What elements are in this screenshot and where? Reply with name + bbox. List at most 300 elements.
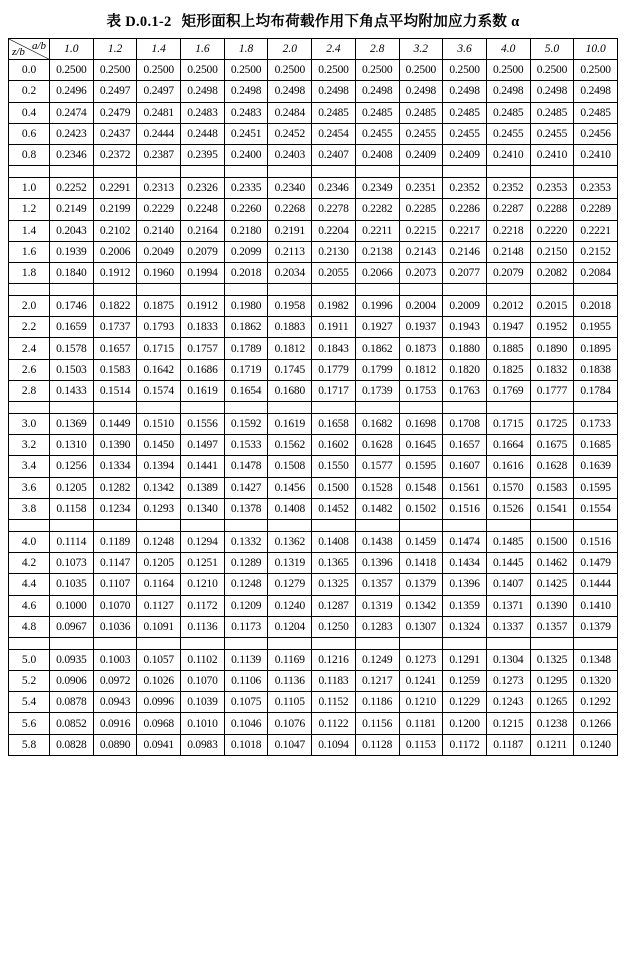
table-cell: 0.1240: [268, 595, 312, 616]
table-cell: 0.1234: [93, 498, 137, 519]
spacer-cell: [9, 166, 50, 178]
table-cell: 0.2498: [443, 81, 487, 102]
table-cell: 0.2043: [50, 220, 94, 241]
table-cell: 0.2455: [486, 123, 530, 144]
table-cell: 0.2149: [50, 199, 94, 220]
row-header: 0.8: [9, 144, 50, 165]
table-cell: 0.2500: [268, 60, 312, 81]
table-cell: 0.2444: [137, 123, 181, 144]
spacer-cell: [268, 637, 312, 649]
table-cell: 0.2346: [312, 178, 356, 199]
table-cell: 0.1251: [181, 553, 225, 574]
table-cell: 0.1425: [530, 574, 574, 595]
spacer-cell: [355, 637, 399, 649]
table-cell: 0.1763: [443, 380, 487, 401]
table-cell: 0.2485: [530, 102, 574, 123]
spacer-cell: [443, 166, 487, 178]
table-cell: 0.1717: [312, 380, 356, 401]
table-cell: 0.2164: [181, 220, 225, 241]
table-cell: 0.1812: [268, 338, 312, 359]
table-row: [9, 81, 618, 102]
table-cell: 0.1289: [224, 553, 268, 574]
table-cell: 0.1438: [355, 531, 399, 552]
table-cell: 0.2498: [181, 81, 225, 102]
table-cell: 0.1293: [137, 498, 181, 519]
table-cell: 0.1200: [443, 713, 487, 734]
spacer-cell: [9, 402, 50, 414]
table-cell: 0.1394: [137, 456, 181, 477]
table-cell: 0.1777: [530, 380, 574, 401]
table-cell: 0.1183: [312, 671, 356, 692]
spacer-cell: [399, 166, 443, 178]
table-cell: 0.0890: [93, 734, 137, 755]
table-cell: 0.1070: [181, 671, 225, 692]
table-cell: 0.1266: [574, 713, 618, 734]
spacer-cell: [486, 402, 530, 414]
table-cell: 0.1459: [399, 531, 443, 552]
spacer-cell: [50, 166, 94, 178]
table-cell: 0.1719: [224, 359, 268, 380]
table-cell: 0.1769: [486, 380, 530, 401]
table-cell: 0.1583: [93, 359, 137, 380]
column-header: 3.2: [399, 39, 443, 60]
table-cell: 0.1408: [312, 531, 356, 552]
table-cell: 0.2079: [181, 241, 225, 262]
table-cell: 0.2437: [93, 123, 137, 144]
table-row: [9, 477, 618, 498]
table-cell: 0.1616: [486, 456, 530, 477]
group-spacer-row: [9, 166, 618, 178]
table-cell: 0.1434: [443, 553, 487, 574]
spacer-cell: [574, 637, 618, 649]
table-cell: 0.2455: [355, 123, 399, 144]
table-cell: 0.2191: [268, 220, 312, 241]
table-head: [9, 39, 618, 60]
table-cell: 0.1739: [355, 380, 399, 401]
spacer-cell: [530, 284, 574, 296]
table-cell: 0.1153: [399, 734, 443, 755]
table-cell: 0.1958: [268, 296, 312, 317]
table-cell: 0.1583: [530, 477, 574, 498]
spacer-cell: [50, 519, 94, 531]
table-cell: 0.2004: [399, 296, 443, 317]
table-cell: 0.0967: [50, 616, 94, 637]
table-row: [9, 262, 618, 283]
table-cell: 0.1158: [50, 498, 94, 519]
table-cell: 0.1369: [50, 414, 94, 435]
table-cell: 0.2006: [93, 241, 137, 262]
table-cell: 0.2218: [486, 220, 530, 241]
table-cell: 0.1173: [224, 616, 268, 637]
table-cell: 0.1577: [355, 456, 399, 477]
table-cell: 0.1937: [399, 317, 443, 338]
table-row: [9, 456, 618, 477]
table-cell: 0.1843: [312, 338, 356, 359]
table-cell: 0.2146: [443, 241, 487, 262]
table-cell: 0.1102: [181, 649, 225, 670]
table-cell: 0.1325: [530, 649, 574, 670]
table-cell: 0.1186: [355, 692, 399, 713]
table-row: [9, 199, 618, 220]
table-cell: 0.1686: [181, 359, 225, 380]
spacer-cell: [137, 284, 181, 296]
table-cell: 0.1996: [355, 296, 399, 317]
table-cell: 0.1229: [443, 692, 487, 713]
table-cell: 0.1832: [530, 359, 574, 380]
table-cell: 0.1445: [486, 553, 530, 574]
table-cell: 0.2015: [530, 296, 574, 317]
table-cell: 0.1342: [137, 477, 181, 498]
spacer-cell: [486, 519, 530, 531]
table-cell: 0.0852: [50, 713, 94, 734]
table-cell: 0.2286: [443, 199, 487, 220]
table-cell: 0.2082: [530, 262, 574, 283]
table-cell: 0.1708: [443, 414, 487, 435]
table-cell: 0.0828: [50, 734, 94, 755]
table-row: [9, 671, 618, 692]
spacer-cell: [93, 637, 137, 649]
table-cell: 0.2500: [574, 60, 618, 81]
table-cell: 0.1657: [93, 338, 137, 359]
table-cell: 0.1000: [50, 595, 94, 616]
table-cell: 0.1076: [268, 713, 312, 734]
table-cell: 0.1554: [574, 498, 618, 519]
row-header: 5.2: [9, 671, 50, 692]
table-cell: 0.2409: [399, 144, 443, 165]
table-cell: 0.1378: [224, 498, 268, 519]
table-cell: 0.1479: [574, 553, 618, 574]
table-cell: 0.2099: [224, 241, 268, 262]
table-cell: 0.1205: [50, 477, 94, 498]
table-cell: 0.1211: [530, 734, 574, 755]
table-cell: 0.1745: [268, 359, 312, 380]
column-header: 5.0: [530, 39, 574, 60]
table-cell: 0.2455: [399, 123, 443, 144]
table-cell: 0.2500: [530, 60, 574, 81]
table-cell: 0.1026: [137, 671, 181, 692]
spacer-cell: [224, 166, 268, 178]
table-cell: 0.1156: [355, 713, 399, 734]
table-cell: 0.2456: [574, 123, 618, 144]
spacer-cell: [486, 637, 530, 649]
spacer-cell: [530, 519, 574, 531]
table-cell: 0.2483: [224, 102, 268, 123]
table-cell: 0.1619: [181, 380, 225, 401]
column-header: 2.8: [355, 39, 399, 60]
table-row: [9, 498, 618, 519]
table-row: [9, 178, 618, 199]
table-cell: 0.1685: [574, 435, 618, 456]
table-cell: 0.2448: [181, 123, 225, 144]
spacer-cell: [50, 637, 94, 649]
table-cell: 0.2484: [268, 102, 312, 123]
column-header: 2.4: [312, 39, 356, 60]
table-cell: 0.1379: [399, 574, 443, 595]
spacer-cell: [224, 519, 268, 531]
table-cell: 0.1047: [268, 734, 312, 755]
table-cell: 0.1880: [443, 338, 487, 359]
table-cell: 0.1365: [312, 553, 356, 574]
table-cell: 0.1256: [50, 456, 94, 477]
table-cell: 0.2252: [50, 178, 94, 199]
spacer-cell: [268, 284, 312, 296]
table-cell: 0.1187: [486, 734, 530, 755]
table-cell: 0.1514: [93, 380, 137, 401]
table-cell: 0.1789: [224, 338, 268, 359]
spacer-cell: [181, 637, 225, 649]
column-header: 1.2: [93, 39, 137, 60]
table-cell: 0.1010: [181, 713, 225, 734]
row-header: 2.6: [9, 359, 50, 380]
table-cell: 0.2152: [574, 241, 618, 262]
table-cell: 0.1332: [224, 531, 268, 552]
table-row: [9, 380, 618, 401]
spacer-cell: [530, 166, 574, 178]
table-cell: 0.2408: [355, 144, 399, 165]
table-cell: 0.2485: [355, 102, 399, 123]
table-cell: 0.1550: [312, 456, 356, 477]
table-cell: 0.1497: [181, 435, 225, 456]
spacer-cell: [181, 402, 225, 414]
table-cell: 0.1036: [93, 616, 137, 637]
table-cell: 0.1482: [355, 498, 399, 519]
table-cell: 0.1294: [181, 531, 225, 552]
table-row: [9, 649, 618, 670]
table-cell: 0.2211: [355, 220, 399, 241]
table-row: [9, 713, 618, 734]
spacer-cell: [181, 284, 225, 296]
row-header: 4.6: [9, 595, 50, 616]
table-cell: 0.2497: [93, 81, 137, 102]
table-cell: 0.0968: [137, 713, 181, 734]
table-cell: 0.1003: [93, 649, 137, 670]
spacer-cell: [137, 637, 181, 649]
spacer-cell: [574, 519, 618, 531]
table-cell: 0.1862: [224, 317, 268, 338]
table-cell: 0.2066: [355, 262, 399, 283]
table-cell: 0.1444: [574, 574, 618, 595]
table-cell: 0.2217: [443, 220, 487, 241]
spacer-cell: [181, 166, 225, 178]
axis-label-ab: a/b: [31, 40, 46, 52]
table-cell: 0.1342: [399, 595, 443, 616]
table-cell: 0.1883: [268, 317, 312, 338]
table-cell: 0.2483: [181, 102, 225, 123]
table-row: [9, 317, 618, 338]
table-cell: 0.1657: [443, 435, 487, 456]
table-cell: 0.1779: [312, 359, 356, 380]
table-cell: 0.1725: [530, 414, 574, 435]
table-cell: 0.2498: [355, 81, 399, 102]
table-body: [9, 60, 618, 756]
table-cell: 0.1390: [93, 435, 137, 456]
table-cell: 0.1389: [181, 477, 225, 498]
table-cell: 0.2452: [268, 123, 312, 144]
table-cell: 0.1548: [399, 477, 443, 498]
row-header: 4.2: [9, 553, 50, 574]
table-cell: 0.2287: [486, 199, 530, 220]
table-cell: 0.1396: [355, 553, 399, 574]
table-cell: 0.1528: [355, 477, 399, 498]
table-cell: 0.1733: [574, 414, 618, 435]
table-cell: 0.1561: [443, 477, 487, 498]
table-cell: 0.2215: [399, 220, 443, 241]
table-cell: 0.1526: [486, 498, 530, 519]
table-cell: 0.1418: [399, 553, 443, 574]
table-cell: 0.2423: [50, 123, 94, 144]
table-cell: 0.2500: [50, 60, 94, 81]
table-cell: 0.2485: [399, 102, 443, 123]
spacer-cell: [312, 284, 356, 296]
table-cell: 0.1105: [268, 692, 312, 713]
table-row: [9, 553, 618, 574]
table-cell: 0.2102: [93, 220, 137, 241]
table-cell: 0.2326: [181, 178, 225, 199]
table-cell: 0.2143: [399, 241, 443, 262]
table-cell: 0.1698: [399, 414, 443, 435]
table-cell: 0.1502: [399, 498, 443, 519]
table-cell: 0.2500: [93, 60, 137, 81]
table-cell: 0.2335: [224, 178, 268, 199]
table-cell: 0.2500: [443, 60, 487, 81]
spacer-cell: [268, 166, 312, 178]
table-cell: 0.2077: [443, 262, 487, 283]
table-cell: 0.1822: [93, 296, 137, 317]
row-header: 2.0: [9, 296, 50, 317]
table-cell: 0.2500: [355, 60, 399, 81]
spacer-cell: [486, 284, 530, 296]
table-cell: 0.2349: [355, 178, 399, 199]
table-row: [9, 531, 618, 552]
spacer-cell: [9, 637, 50, 649]
table-cell: 0.1307: [399, 616, 443, 637]
table-cell: 0.2130: [312, 241, 356, 262]
table-cell: 0.1279: [268, 574, 312, 595]
table-cell: 0.2018: [224, 262, 268, 283]
table-cell: 0.1243: [486, 692, 530, 713]
spacer-cell: [530, 637, 574, 649]
table-cell: 0.2150: [530, 241, 574, 262]
table-cell: 0.1833: [181, 317, 225, 338]
table-cell: 0.1357: [355, 574, 399, 595]
group-spacer-row: [9, 402, 618, 414]
spacer-cell: [443, 402, 487, 414]
table-cell: 0.2496: [50, 81, 94, 102]
table-cell: 0.1746: [50, 296, 94, 317]
stress-coefficient-table: [8, 38, 618, 756]
table-cell: 0.2500: [224, 60, 268, 81]
table-cell: 0.1784: [574, 380, 618, 401]
axis-corner-cell: [9, 39, 50, 60]
table-cell: 0.2282: [355, 199, 399, 220]
table-cell: 0.1812: [399, 359, 443, 380]
table-cell: 0.2009: [443, 296, 487, 317]
spacer-cell: [443, 519, 487, 531]
table-cell: 0.1890: [530, 338, 574, 359]
table-cell: 0.1304: [486, 649, 530, 670]
table-row: [9, 144, 618, 165]
table-cell: 0.1433: [50, 380, 94, 401]
table-cell: 0.1106: [224, 671, 268, 692]
row-header: 1.6: [9, 241, 50, 262]
column-header: 2.0: [268, 39, 312, 60]
spacer-cell: [399, 519, 443, 531]
table-cell: 0.2055: [312, 262, 356, 283]
table-cell: 0.1250: [312, 616, 356, 637]
spacer-cell: [50, 284, 94, 296]
row-header: 2.2: [9, 317, 50, 338]
row-header: 5.0: [9, 649, 50, 670]
spacer-cell: [443, 284, 487, 296]
header-row: [9, 39, 618, 60]
table-cell: 0.2352: [486, 178, 530, 199]
table-cell: 0.2498: [486, 81, 530, 102]
table-cell: 0.1172: [181, 595, 225, 616]
table-cell: 0.1248: [224, 574, 268, 595]
table-row: [9, 296, 618, 317]
table-cell: 0.1379: [574, 616, 618, 637]
row-header: 1.2: [9, 199, 50, 220]
table-cell: 0.2498: [399, 81, 443, 102]
table-cell: 0.1046: [224, 713, 268, 734]
table-cell: 0.1057: [137, 649, 181, 670]
table-cell: 0.1885: [486, 338, 530, 359]
table-cell: 0.1210: [181, 574, 225, 595]
table-cell: 0.1408: [268, 498, 312, 519]
table-cell: 0.1793: [137, 317, 181, 338]
table-cell: 0.1478: [224, 456, 268, 477]
row-header: 0.6: [9, 123, 50, 144]
table-cell: 0.2018: [574, 296, 618, 317]
table-cell: 0.1508: [268, 456, 312, 477]
table-cell: 0.1122: [312, 713, 356, 734]
table-cell: 0.1862: [355, 338, 399, 359]
table-cell: 0.2403: [268, 144, 312, 165]
table-cell: 0.1136: [181, 616, 225, 637]
row-header: 0.0: [9, 60, 50, 81]
table-cell: 0.2410: [574, 144, 618, 165]
table-cell: 0.2498: [312, 81, 356, 102]
table-cell: 0.1320: [574, 671, 618, 692]
spacer-cell: [399, 402, 443, 414]
table-cell: 0.2199: [93, 199, 137, 220]
table-cell: 0.1091: [137, 616, 181, 637]
table-cell: 0.1659: [50, 317, 94, 338]
column-header: 1.4: [137, 39, 181, 60]
table-cell: 0.1287: [312, 595, 356, 616]
table-row: [9, 692, 618, 713]
table-cell: 0.2285: [399, 199, 443, 220]
row-header: 3.6: [9, 477, 50, 498]
row-header: 1.8: [9, 262, 50, 283]
table-cell: 0.1556: [181, 414, 225, 435]
table-cell: 0.1452: [312, 498, 356, 519]
table-cell: 0.1628: [530, 456, 574, 477]
table-cell: 0.1682: [355, 414, 399, 435]
table-cell: 0.0996: [137, 692, 181, 713]
table-cell: 0.1164: [137, 574, 181, 595]
table-cell: 0.2479: [93, 102, 137, 123]
table-cell: 0.2079: [486, 262, 530, 283]
table-cell: 0.2500: [399, 60, 443, 81]
table-cell: 0.2500: [312, 60, 356, 81]
column-header: 10.0: [574, 39, 618, 60]
table-cell: 0.2291: [93, 178, 137, 199]
table-cell: 0.1209: [224, 595, 268, 616]
table-cell: 0.1319: [355, 595, 399, 616]
table-cell: 0.1396: [443, 574, 487, 595]
table-cell: 0.2485: [486, 102, 530, 123]
